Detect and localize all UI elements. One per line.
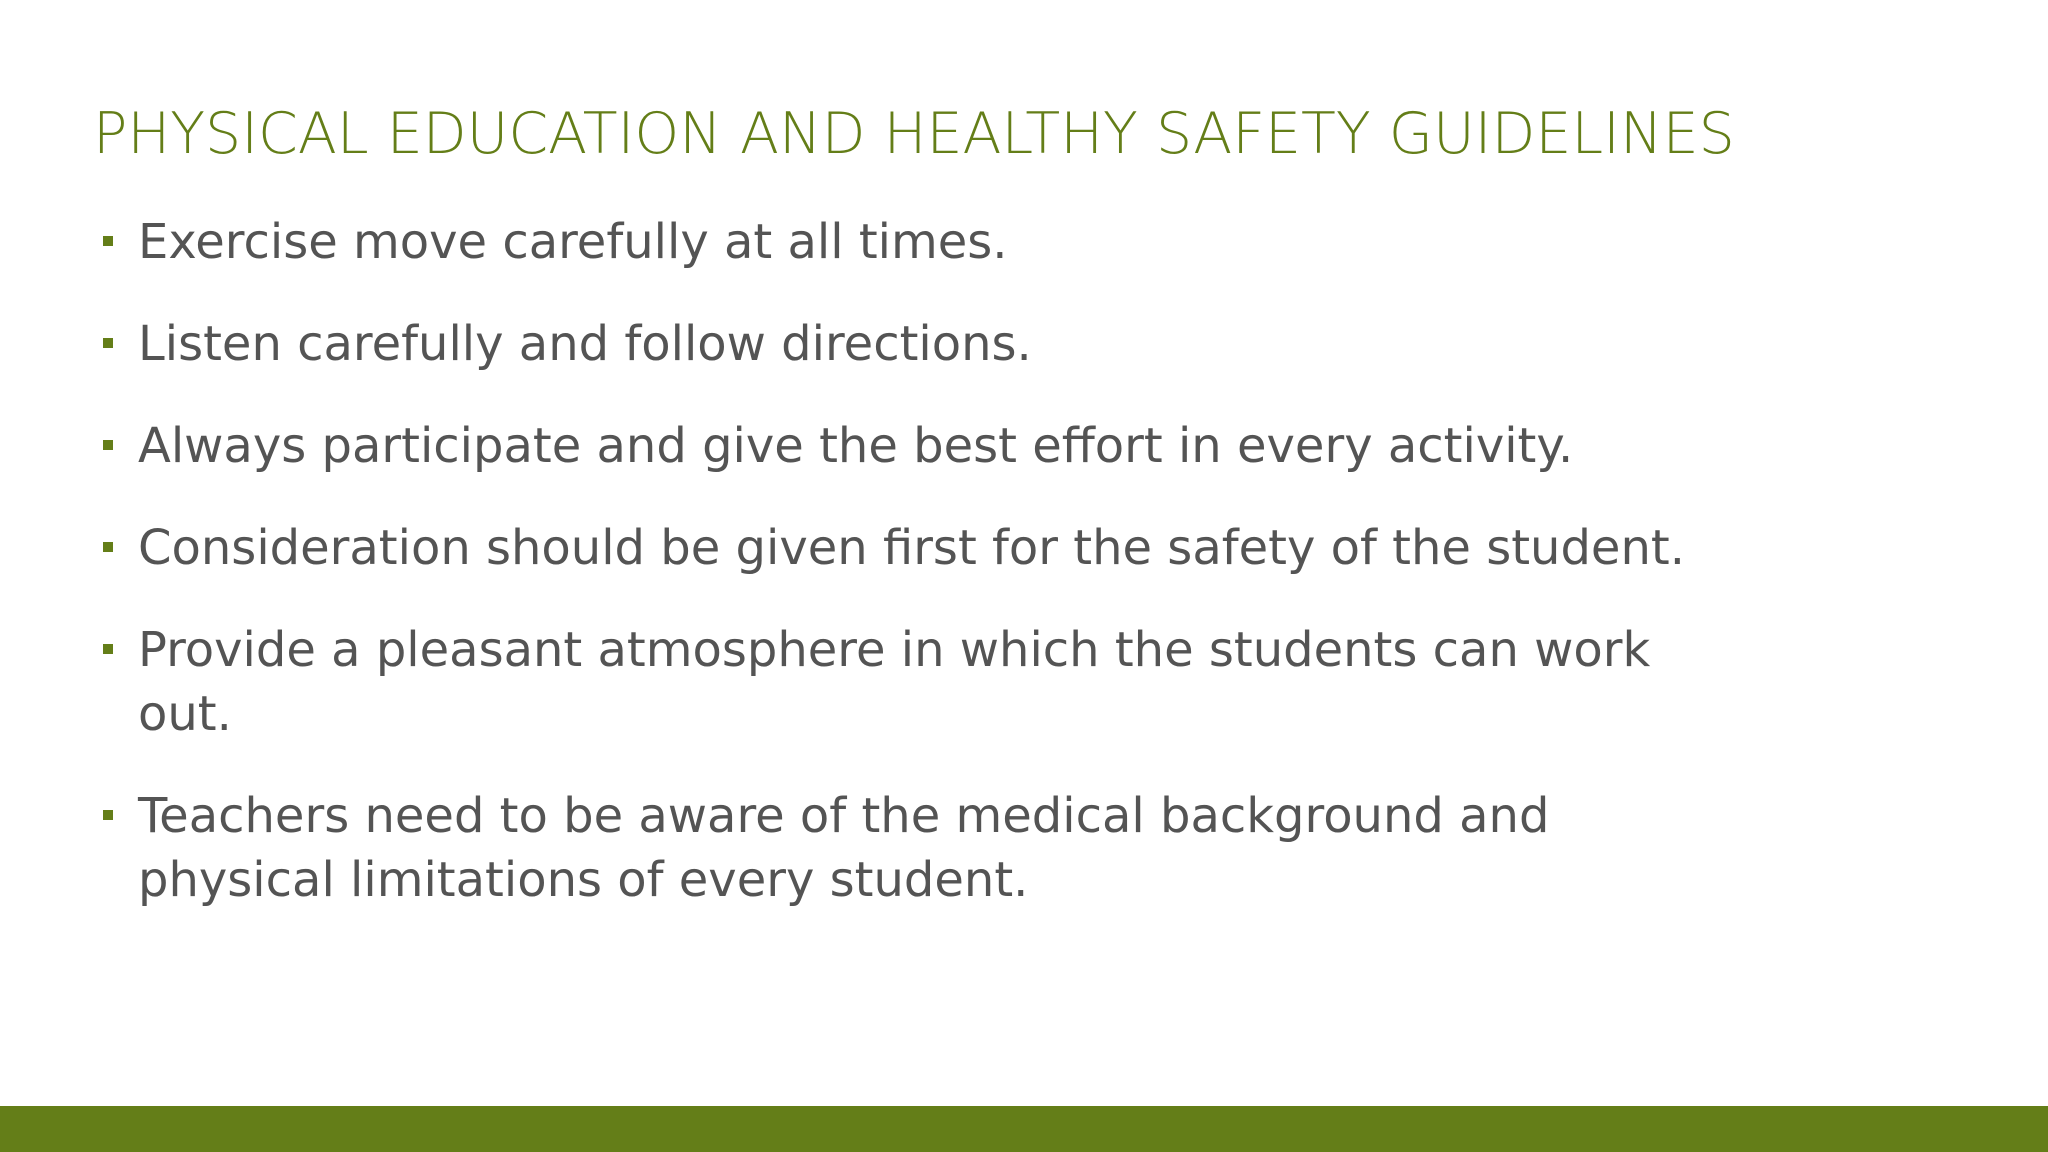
slide-title: PHYSICAL EDUCATION AND HEALTHY SAFETY GUIDELINES <box>93 101 1735 167</box>
bullet-item <box>100 784 1740 912</box>
bullet-text: Provide a pleasant atmosphere in which the students can work out. <box>138 622 1651 742</box>
square-bullet-icon <box>103 644 113 654</box>
bullet-list <box>100 210 1740 950</box>
bullet-text: Always participate and give the best effort in every activity. <box>138 418 1574 474</box>
bullet-item <box>100 414 1740 478</box>
bullet-text: Teachers need to be aware of the medical background and physical limitations of every student. <box>138 788 1550 908</box>
square-bullet-icon <box>103 810 113 820</box>
bottom-accent-bar <box>0 1106 2048 1152</box>
bullet-text: Exercise move carefully at all times. <box>138 214 1008 270</box>
bullet-item <box>100 516 1740 580</box>
square-bullet-icon <box>103 440 113 450</box>
bullet-text: Consideration should be given first for the safety of the student. <box>138 520 1685 576</box>
bullet-item <box>100 618 1740 746</box>
bullet-item <box>100 312 1740 376</box>
square-bullet-icon <box>103 542 113 552</box>
square-bullet-icon <box>103 236 113 246</box>
bullet-item <box>100 210 1740 274</box>
bullet-text: Listen carefully and follow directions. <box>138 316 1032 372</box>
square-bullet-icon <box>103 338 113 348</box>
